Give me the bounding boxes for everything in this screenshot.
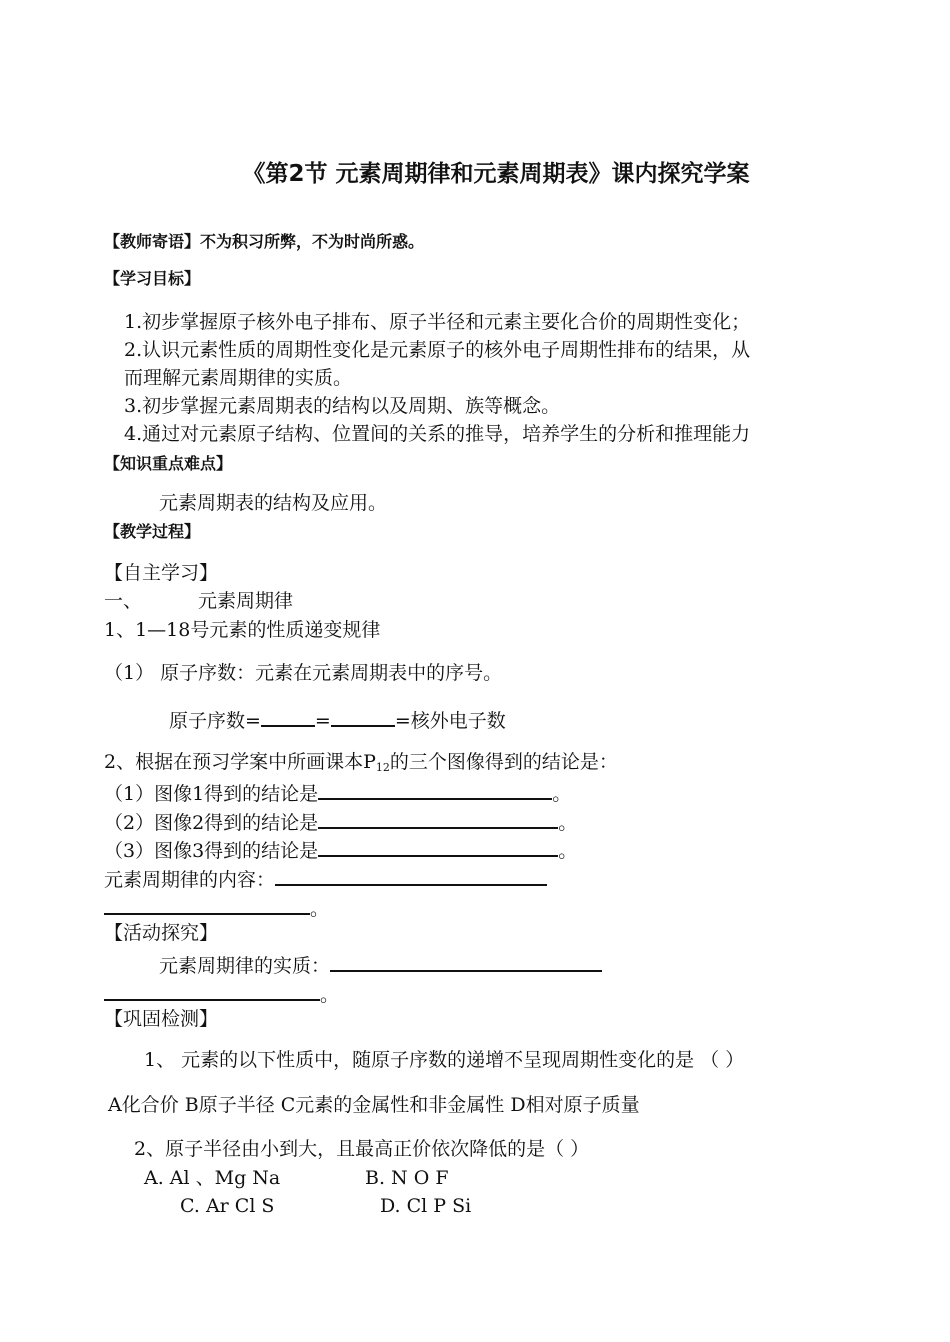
period-mark: 。 xyxy=(558,840,578,862)
objective-item: 而理解元素周期律的实质。 xyxy=(124,367,353,389)
periodic-law-content xyxy=(104,864,547,893)
page-subscript: 12 xyxy=(375,761,390,774)
quiz-question-1: 1、 元素的以下性质中，随原子序数的递增不呈现周期性变化的是 （ ） xyxy=(144,1049,745,1071)
fill-blank[interactable] xyxy=(331,705,395,727)
figure-2-conclusion xyxy=(104,807,577,836)
fill-blank[interactable] xyxy=(104,979,320,1001)
quiz-option-a: A. Al 、Mg Na xyxy=(144,1167,281,1189)
page-title: 《第2节 元素周期律和元素周期表》课内探究学案 xyxy=(242,161,750,187)
period-mark: 。 xyxy=(310,898,330,920)
period-mark: 。 xyxy=(320,984,340,1006)
item-2 xyxy=(104,749,618,781)
fill-blank[interactable] xyxy=(275,864,547,886)
teacher-words-text: 不为积习所弊，不为时尚所惑。 xyxy=(200,232,425,251)
periodic-law-content-cont xyxy=(104,893,329,922)
period-mark: 。 xyxy=(552,783,572,805)
figure-3-conclusion xyxy=(104,835,577,864)
figure-label: （1）图像1得到的结论是 xyxy=(104,783,319,805)
item-1: 1、1—18号元素的性质递变规律 xyxy=(104,619,381,641)
objective-item: 1.初步掌握原子核外电子排布、原子半径和元素主要化合价的周期性变化； xyxy=(124,311,751,333)
periodic-law-essence xyxy=(159,950,602,979)
activity-heading: 【活动探究】 xyxy=(104,922,219,944)
objective-item: 2.认识元素性质的周期性变化是元素原子的核外电子周期性排布的结果，从 xyxy=(124,339,751,361)
periodic-law-label: 元素周期律的内容： xyxy=(104,869,276,891)
item-2-text: 2、根据在预习学案中所画课本P xyxy=(104,751,376,773)
section-heading xyxy=(104,588,293,614)
fill-blank[interactable] xyxy=(104,893,310,915)
question-1: （1） 原子序数：元素在元素周期表中的序号。 xyxy=(104,662,503,684)
essence-label: 元素周期律的实质： xyxy=(159,955,331,977)
fill-blank[interactable] xyxy=(330,950,602,972)
quiz-option-c: C. Ar Cl S xyxy=(180,1195,275,1217)
objective-item: 3.初步掌握元素周期表的结构以及周期、族等概念。 xyxy=(124,395,561,417)
formula-part: = xyxy=(314,710,331,732)
section-number: 一、 xyxy=(104,590,143,612)
key-points-text: 元素周期表的结构及应用。 xyxy=(159,492,388,514)
process-heading: 【教学过程】 xyxy=(104,522,201,541)
fill-blank[interactable] xyxy=(261,705,315,727)
atomic-number-formula xyxy=(169,705,506,734)
item-2-text: 的三个图像得到的结论是： xyxy=(389,751,618,773)
teacher-words-label: 【教师寄语】 xyxy=(104,232,201,251)
fill-blank[interactable] xyxy=(318,778,552,800)
figure-1-conclusion xyxy=(104,778,571,807)
figure-label: （3）图像3得到的结论是 xyxy=(104,840,319,862)
quiz-option-d: D. Cl P Si xyxy=(380,1195,472,1217)
objectives-heading: 【学习目标】 xyxy=(104,269,201,288)
key-points-heading: 【知识重点难点】 xyxy=(104,454,233,473)
formula-part: 原子序数= xyxy=(169,710,261,732)
objective-item: 4.通过对元素原子结构、位置间的关系的推导，培养学生的分析和推理能力 xyxy=(124,423,751,445)
formula-part: =核外电子数 xyxy=(394,710,506,732)
teacher-words xyxy=(104,228,424,255)
fill-blank[interactable] xyxy=(318,835,558,857)
section-title: 元素周期律 xyxy=(198,590,294,612)
quiz-option-b: B. N O F xyxy=(365,1167,449,1189)
fill-blank[interactable] xyxy=(318,807,558,829)
period-mark: 。 xyxy=(558,812,578,834)
consolidation-heading: 【巩固检测】 xyxy=(104,1008,219,1030)
periodic-law-essence-cont xyxy=(104,979,339,1008)
quiz-question-1-options: A化合价 B原子半径 C元素的金属性和非金属性 D相对原子质量 xyxy=(108,1094,640,1116)
figure-label: （2）图像2得到的结论是 xyxy=(104,812,319,834)
self-study-heading: 【自主学习】 xyxy=(104,562,219,584)
quiz-question-2: 2、原子半径由小到大，且最高正价依次降低的是（ ） xyxy=(134,1138,590,1160)
